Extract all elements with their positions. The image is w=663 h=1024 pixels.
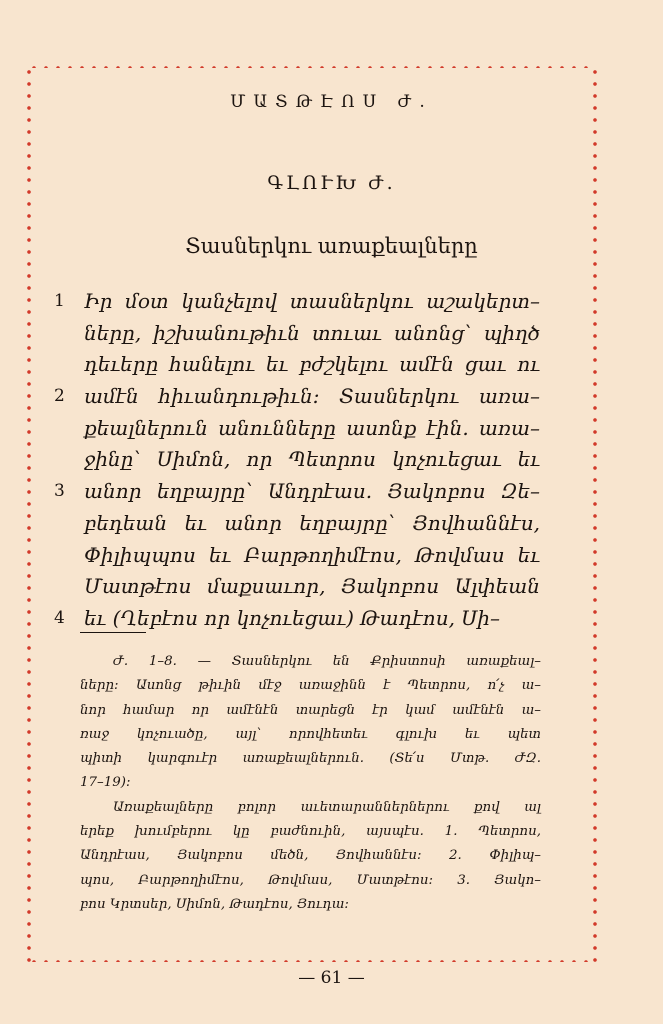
- line-text: Փիլիպպոս եւ Բարթողիմէոս, Թովմաս եւ: [84, 542, 540, 567]
- page-number: — 61 —: [298, 968, 365, 988]
- footnote-line: Ժ. 1–8. — Տասներկու են Քրիստոսի առաքեալ–: [113, 654, 541, 669]
- footnote-line: 17–19)։: [80, 775, 131, 791]
- text-line: [54, 603, 540, 635]
- verse-number: 1: [54, 291, 65, 311]
- footnote-line: Անդրէաս, Յակոբոս մեծն, Յովհաննէս։ 2. Փիլիպ–: [80, 848, 541, 864]
- border-left: [27, 66, 31, 962]
- border-right: [593, 66, 597, 962]
- text-line: [84, 349, 540, 381]
- text-line: [84, 571, 540, 603]
- footnote-line: երեք խումբերու կը բաժնուին, այսպէս. 1. Պետրոս,: [80, 824, 541, 840]
- text-line: [54, 381, 540, 413]
- footnote-line: ները։ Ասոնց թիւին մէջ առաջինն է Պետրոս, ո՛չ ա–: [80, 678, 541, 694]
- footnote-line: պոս, Բարթողիմէոս, Թովմաս, Մատթէոս։ 3. Յակո–: [80, 872, 541, 888]
- text-line: [84, 318, 540, 350]
- footnote-line: ռաջ կոչուածը, այլ՝ որովհետեւ գլուխ եւ պետ: [80, 726, 541, 742]
- text-line: [84, 444, 540, 476]
- footnote-line: բոս Կրտսեր, Սիմոն, Թադէոս, Յուդա։: [80, 896, 349, 912]
- line-text: բեդեան եւ անոր եղբայրը՝ Յովհաննէս,: [84, 510, 540, 535]
- border-top: [28, 66, 596, 68]
- chapter-heading: ԳԼՈՒԽ Ժ.: [267, 172, 396, 194]
- main-text: [54, 286, 540, 635]
- border-bottom: [28, 960, 596, 962]
- text-line: [54, 476, 540, 508]
- running-head: ՄԱՏԹԷՈՍ Ժ.: [230, 92, 433, 112]
- verse-number: 3: [54, 481, 65, 502]
- footnote-line: Առաքեալները բոլոր աւետարաններներու քով ալ: [113, 799, 541, 815]
- verse-number: 2: [54, 386, 65, 407]
- text-line: [54, 286, 540, 318]
- footnotes: [80, 650, 541, 917]
- line-text: դեւերը հանելու եւ բժշկելու ամէն ցաւ ու: [84, 352, 540, 377]
- footnote-rule: [80, 632, 146, 633]
- text-line: [84, 413, 540, 445]
- line-text: եւ (Ղեբէոս որ կոչուեցաւ) Թադէոս, Սի–: [84, 605, 500, 630]
- text-line: [84, 508, 540, 540]
- text-line: [84, 540, 540, 572]
- section-title: Տասներկու առաքեալները: [185, 234, 478, 258]
- line-text: ամէն հիւանդութիւն։ Տասներկու առա–: [84, 384, 540, 409]
- line-text: քեալներուն անունները ասոնք էին. առա–: [84, 415, 540, 440]
- line-text: Իր մօտ կանչելով տասներկու աշակերտ–: [84, 289, 540, 313]
- verse-number: 4: [54, 607, 65, 628]
- line-text: ջինը՝ Սիմոն, որ Պետրոս կոչուեցաւ եւ: [84, 447, 540, 472]
- line-text: ները, իշխանութիւն տուաւ անոնց՝ պիղծ: [84, 320, 540, 345]
- footnote-line: պիտի կարգուէր առաքեալներուն. (Տե՛ս Մտթ. ԺԶ.: [80, 751, 541, 767]
- line-text: անոր եղբայրը՝ Անդրէաս. Յակոբոս Զե–: [84, 479, 540, 504]
- footnote-line: նոր համար որ ամէնէն տարեցն էր կամ ամէնէն ա–: [80, 702, 541, 718]
- line-text: Մատթէոս մաքսաւոր, Յակոբոս Ալփեան: [84, 574, 540, 599]
